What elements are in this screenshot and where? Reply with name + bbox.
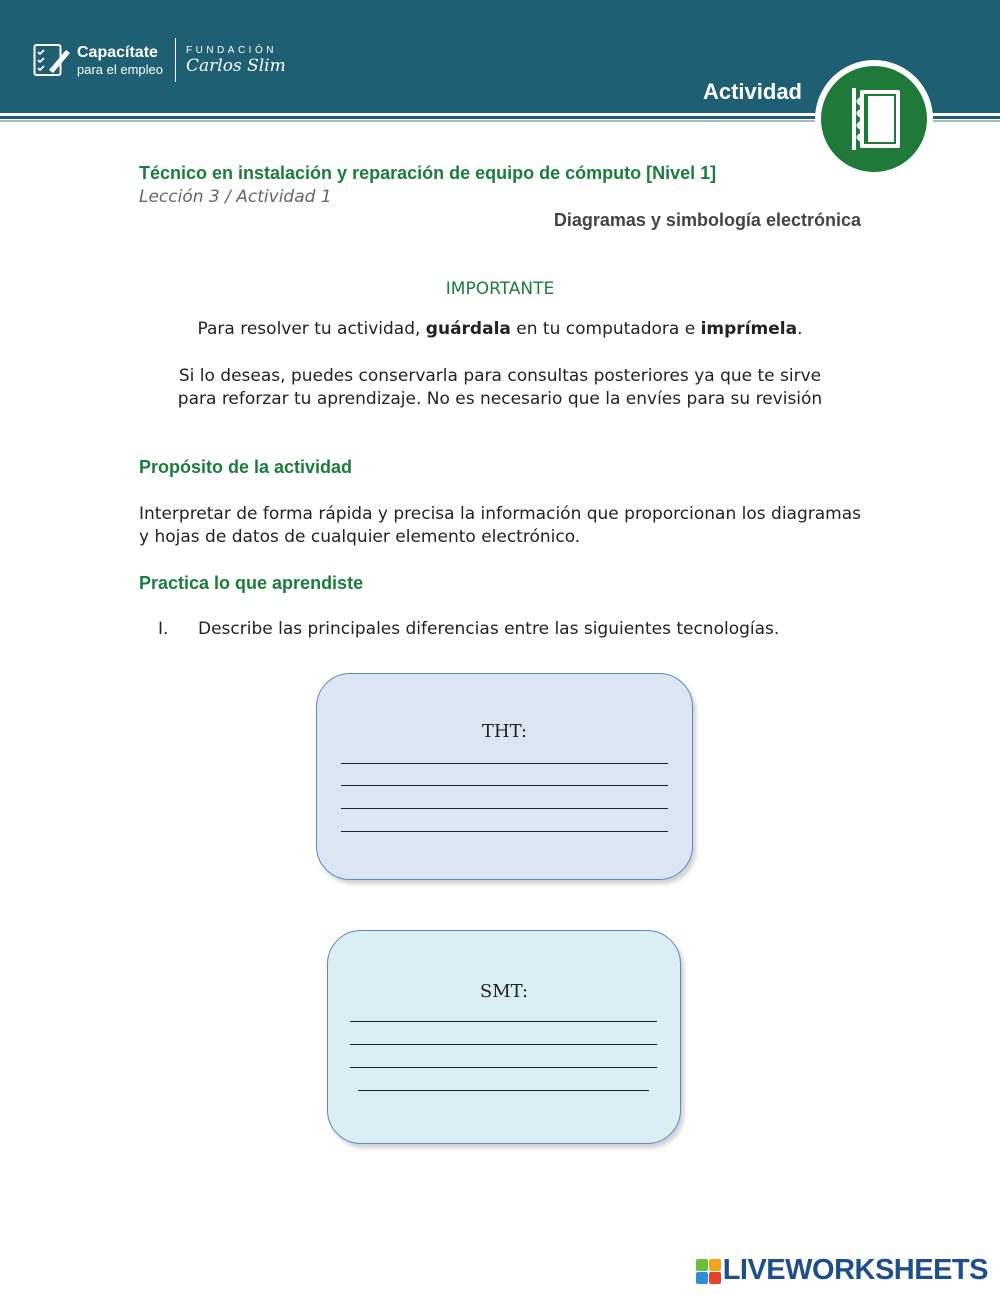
p1-bold-save: guárdala xyxy=(425,319,511,339)
tht-answer-box[interactable] xyxy=(316,673,693,880)
answer-line[interactable] xyxy=(358,1090,649,1091)
tht-label: THT: xyxy=(481,721,528,742)
practice-heading: Practica lo que aprendiste xyxy=(139,573,364,593)
course-title: Técnico en instalación y reparación de equipo de cómputo [Nivel 1] xyxy=(139,163,717,183)
p1-bold-print: imprímela xyxy=(700,319,798,339)
brand-sub: para el empleo xyxy=(77,61,163,77)
activity-label: Actividad xyxy=(702,79,802,104)
foundation-name: Carlos Slim xyxy=(186,55,286,76)
smt-label: SMT: xyxy=(479,981,529,1002)
answer-line[interactable] xyxy=(341,831,668,832)
answer-line[interactable] xyxy=(341,808,668,809)
liveworksheets-logo xyxy=(696,1254,988,1287)
note-paragraph xyxy=(139,365,861,411)
answer-line[interactable] xyxy=(350,1044,657,1045)
p1-text-a: Para resolver tu actividad, xyxy=(197,319,426,339)
answer-line[interactable] xyxy=(350,1067,657,1068)
question-number: I. xyxy=(158,619,169,639)
liveworksheets-wordmark: LIVEWORKSHEETS xyxy=(722,1254,988,1286)
notebook-icon xyxy=(842,84,906,154)
liveworksheets-icon xyxy=(696,1259,720,1283)
p1-text-b: en tu computadora e xyxy=(510,319,701,339)
logo-divider xyxy=(175,38,176,82)
note-line-2: para reforzar tu aprendizaje. No es necesario que la envíes para su revisión xyxy=(177,389,823,409)
p1-text-c: . xyxy=(797,319,803,339)
important-heading: IMPORTANTE xyxy=(445,279,555,299)
lesson-label: Lección 3 / Actividad 1 xyxy=(139,187,332,207)
answer-line[interactable] xyxy=(350,1021,657,1022)
purpose-text: Interpretar de forma rápida y precisa la información que proporcionan los diagramas y hojas de datos de cualquier elemento electrónico. xyxy=(139,504,861,547)
answer-line[interactable] xyxy=(341,763,668,764)
note-line-1: Si lo deseas, puedes conservarla para consultas posteriores ya que te sirve xyxy=(178,366,822,386)
foundation-label: FUNDACIÓN xyxy=(186,44,277,56)
activity-badge xyxy=(815,60,933,178)
question-text: Describe las principales diferencias entre las siguientes tecnologías. xyxy=(198,619,780,639)
brand-logo xyxy=(33,38,286,82)
question-item xyxy=(158,619,779,639)
checklist-pen-icon xyxy=(33,42,71,78)
smt-answer-box[interactable] xyxy=(327,930,681,1144)
purpose-heading: Propósito de la actividad xyxy=(139,457,353,477)
instructions-paragraph xyxy=(139,318,861,341)
subject-title: Diagramas y simbología electrónica xyxy=(553,210,861,230)
answer-line[interactable] xyxy=(341,785,668,786)
brand-main: Capacítate xyxy=(77,43,158,61)
